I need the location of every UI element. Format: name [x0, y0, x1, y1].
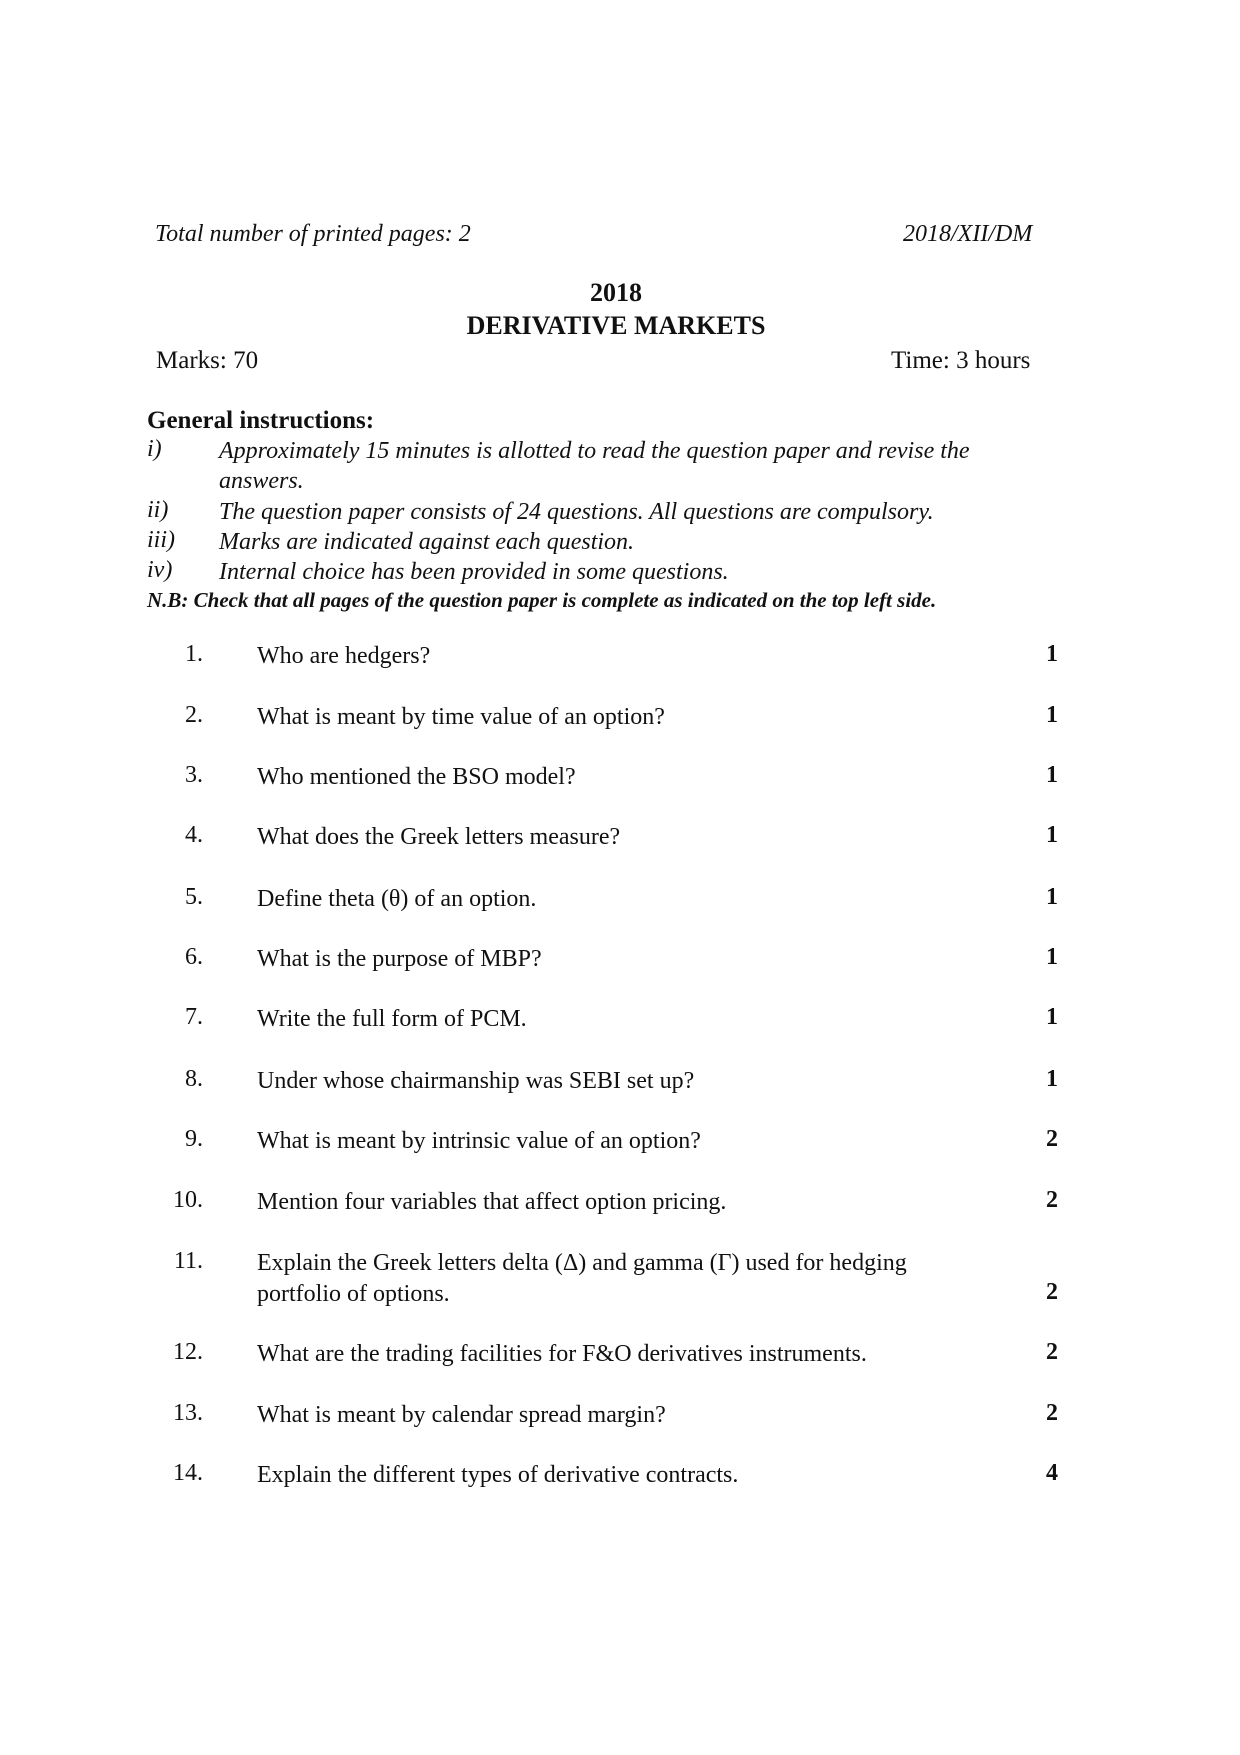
question-marks: 2 [1046, 1187, 1058, 1213]
total-marks: Marks: 70 [156, 347, 259, 374]
question-number: 12. [173, 1339, 203, 1365]
page-header-pages: Total number of printed pages: 2 [155, 221, 471, 247]
question-text: Explain the different types of derivative contracts. [257, 1462, 739, 1488]
question-marks: 2 [1046, 1339, 1058, 1365]
question-number: 10. [173, 1187, 203, 1213]
nb-note: N.B: Check that all pages of the question paper is complete as indicated on the top left side. [147, 588, 937, 612]
instruction-text: The question paper consists of 24 questions. All questions are compulsory. [219, 499, 934, 525]
question-marks: 1 [1046, 1004, 1058, 1030]
question-number: 8. [185, 1066, 203, 1092]
question-text: What is meant by time value of an option? [257, 704, 665, 730]
instruction-text: Approximately 15 minutes is allotted to read the question paper and revise the answers. [219, 438, 970, 494]
question-number: 2. [185, 702, 203, 728]
question-text: Under whose chairmanship was SEBI set up? [257, 1068, 695, 1094]
instructions-heading: General instructions: [147, 407, 375, 434]
question-number: 1. [185, 641, 203, 667]
question-text: Explain the Greek letters delta (Δ) and gamma (Γ) used for hedging portfolio of options. [257, 1250, 907, 1307]
question-number: 5. [185, 884, 203, 910]
question-marks: 2 [1046, 1126, 1058, 1152]
question-text: Mention four variables that affect option pricing. [257, 1189, 727, 1215]
question-number: 9. [185, 1126, 203, 1152]
question-marks: 1 [1046, 884, 1058, 910]
question-text: What are the trading facilities for F&O derivatives instruments. [257, 1341, 867, 1367]
instruction-number: iii) [147, 527, 175, 553]
question-number: 3. [185, 762, 203, 788]
question-marks: 2 [1046, 1279, 1058, 1305]
instruction-number: ii) [147, 497, 169, 523]
instruction-text: Internal choice has been provided in some questions. [219, 559, 729, 585]
question-number: 7. [185, 1004, 203, 1030]
question-number: 11. [173, 1248, 203, 1274]
page-header-code: 2018/XII/DM [903, 221, 1033, 247]
question-text: What is meant by calendar spread margin? [257, 1402, 666, 1428]
question-number: 14. [173, 1460, 203, 1486]
question-text: Write the full form of PCM. [257, 1006, 527, 1032]
question-text: What is the purpose of MBP? [257, 946, 542, 972]
exam-subject: DERIVATIVE MARKETS [466, 311, 766, 340]
instruction-text: Marks are indicated against each question. [219, 529, 635, 555]
question-marks: 2 [1046, 1400, 1058, 1426]
question-text: Who are hedgers? [257, 643, 431, 669]
question-marks: 1 [1046, 762, 1058, 788]
question-text: What is meant by intrinsic value of an option? [257, 1128, 701, 1154]
instruction-number: iv) [147, 557, 173, 583]
question-marks: 1 [1046, 702, 1058, 728]
question-marks: 4 [1046, 1460, 1058, 1486]
question-number: 13. [173, 1400, 203, 1426]
question-text: What does the Greek letters measure? [257, 824, 621, 850]
time-allowed: Time: 3 hours [891, 347, 1031, 374]
question-text: Who mentioned the BSO model? [257, 764, 576, 790]
question-number: 6. [185, 944, 203, 970]
instruction-number: i) [147, 436, 162, 462]
question-marks: 1 [1046, 641, 1058, 667]
question-marks: 1 [1046, 944, 1058, 970]
question-text: Define theta (θ) of an option. [257, 886, 537, 912]
exam-year: 2018 [590, 278, 642, 307]
question-number: 4. [185, 822, 203, 848]
question-marks: 1 [1046, 1066, 1058, 1092]
question-marks: 1 [1046, 822, 1058, 848]
